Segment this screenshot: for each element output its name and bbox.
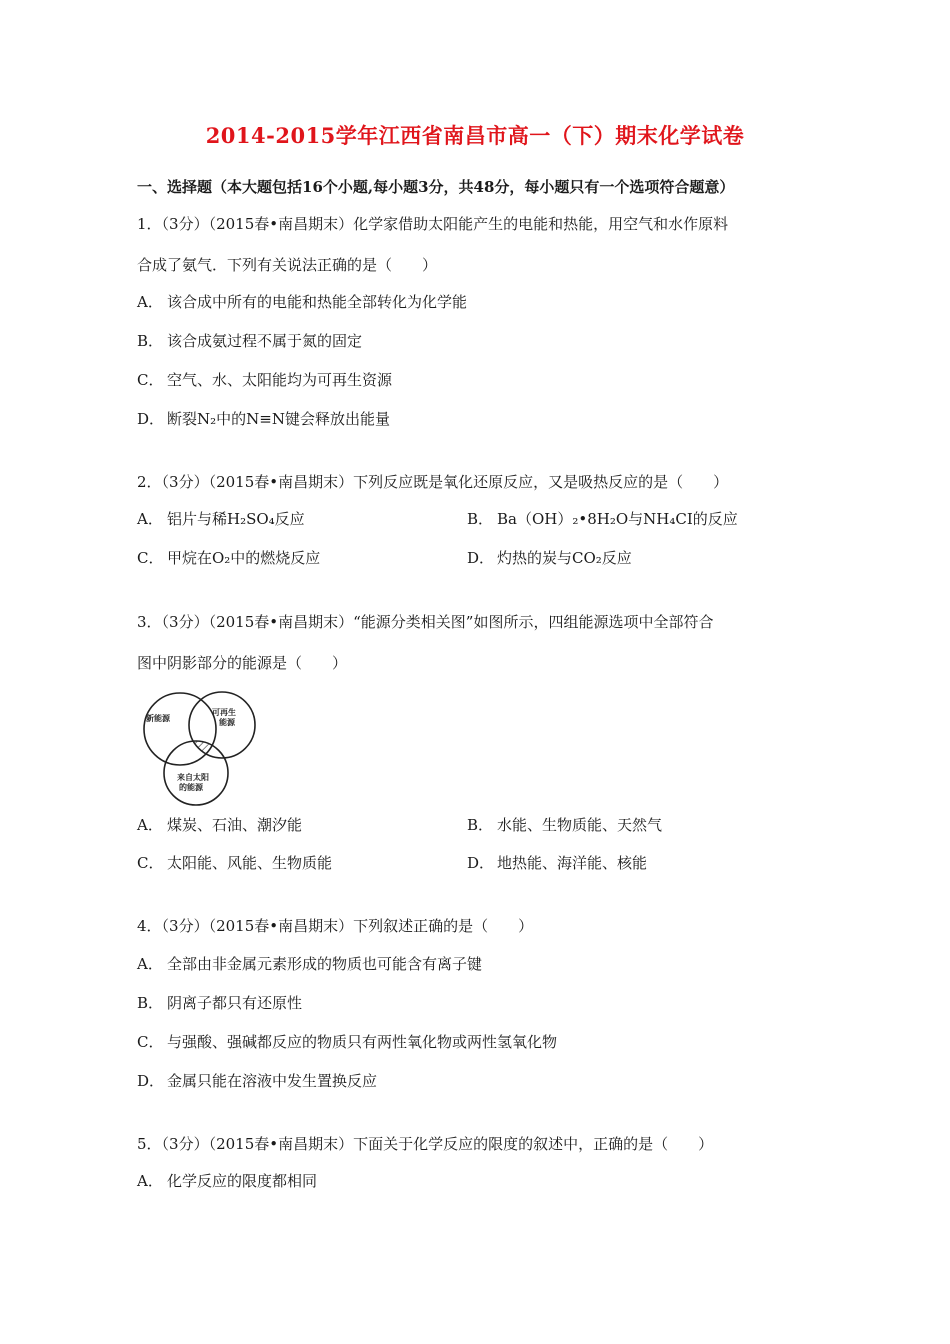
- question-2-option-b[interactable]: B． Ba（OH）₂•8H₂O与NH₄CI的反应: [467, 510, 738, 528]
- question-3-option-b[interactable]: B． 水能、生物质能、天然气: [467, 816, 663, 834]
- question-1-option-c[interactable]: C． 空气、水、太阳能均为可再生资源: [137, 371, 393, 389]
- question-2-option-d[interactable]: D． 灼热的炭与CO₂反应: [467, 549, 632, 567]
- question-5-option-a[interactable]: A． 化学反应的限度都相同: [137, 1172, 318, 1190]
- question-4-option-c[interactable]: C． 与强酸、强碱都反应的物质只有两性氧化物或两性氢氧化物: [137, 1033, 558, 1051]
- question-2-option-a[interactable]: A． 铝片与稀H₂SO₄反应: [137, 510, 305, 528]
- question-1-option-a[interactable]: A． 该合成中所有的电能和热能全部转化为化学能: [137, 293, 468, 311]
- question-3-stem-line-1: 3．（3分）（2015春•南昌期末）“能源分类相关图”如图所示，四组能源选项中全部符合: [137, 613, 714, 631]
- venn-label-solar-1: 来自太阳: [177, 773, 209, 782]
- question-1-option-b[interactable]: B． 该合成氨过程不属于氮的固定: [137, 332, 363, 350]
- question-4-option-a[interactable]: A． 全部由非金属元素形成的物质也可能含有离子键: [137, 955, 483, 973]
- section-heading: 一、选择题（本大题包括16个小题,每小题3分，共48分，每小题只有一个选项符合题意）: [137, 178, 735, 196]
- question-3-stem-line-2: 图中阴影部分的能源是（ ）: [137, 654, 348, 672]
- venn-label-solar-2: 的能源: [179, 783, 203, 792]
- energy-venn-diagram: [137, 688, 262, 808]
- venn-label-new-energy: 新能源: [146, 714, 170, 723]
- question-4-stem: 4．（3分）（2015春•南昌期末）下列叙述正确的是（ ）: [137, 917, 534, 935]
- question-3-option-d[interactable]: D． 地热能、海洋能、核能: [467, 854, 648, 872]
- question-5-stem: 5．（3分）（2015春•南昌期末）下面关于化学反应的限度的叙述中，正确的是（ ）: [137, 1135, 714, 1153]
- exam-title: 2014-2015学年江西省南昌市高一（下）期末化学试卷: [205, 123, 745, 148]
- question-3-option-a[interactable]: A． 煤炭、石油、潮汐能: [137, 816, 303, 834]
- question-1-stem-line-1: 1．（3分）（2015春•南昌期末）化学家借助太阳能产生的电能和热能，用空气和水作原料: [137, 215, 729, 233]
- question-3-option-c[interactable]: C． 太阳能、风能、生物质能: [137, 854, 333, 872]
- question-2-stem: 2．（3分）（2015春•南昌期末）下列反应既是氧化还原反应，又是吸热反应的是（ ）: [137, 473, 729, 491]
- question-1-option-d[interactable]: D． 断裂N₂中的N≡N键会释放出能量: [137, 410, 390, 428]
- question-2-option-c[interactable]: C． 甲烷在O₂中的燃烧反应: [137, 549, 321, 567]
- question-4-option-b[interactable]: B． 阴离子都只有还原性: [137, 994, 303, 1012]
- venn-label-renewable-1: 可再生: [212, 708, 236, 717]
- question-4-option-d[interactable]: D． 金属只能在溶液中发生置换反应: [137, 1072, 378, 1090]
- question-1-stem-line-2: 合成了氨气．下列有关说法正确的是（ ）: [137, 256, 438, 274]
- venn-label-renewable-2: 能源: [219, 718, 235, 727]
